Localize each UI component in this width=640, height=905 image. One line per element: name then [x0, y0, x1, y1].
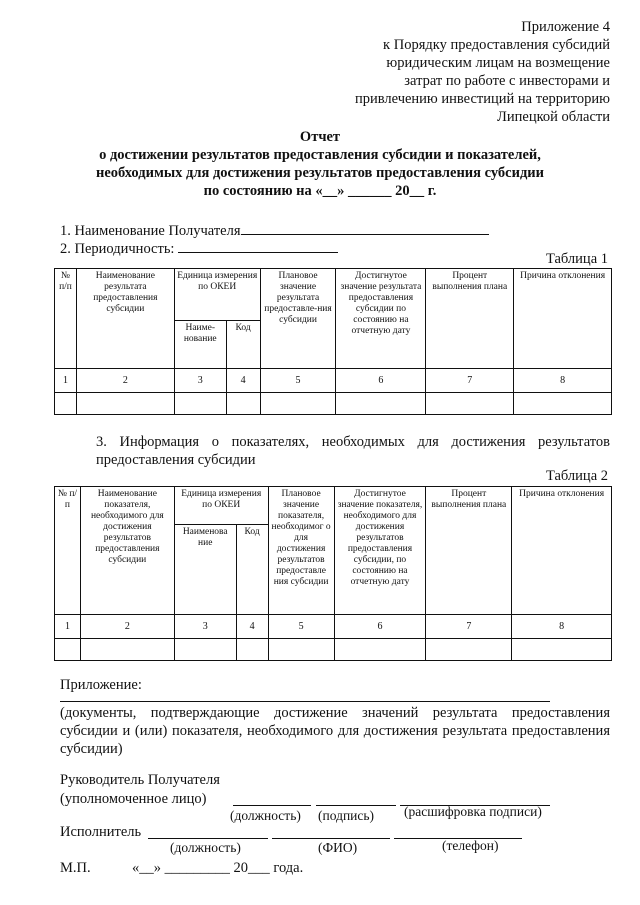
t1-empty-cell[interactable]: [260, 393, 336, 415]
t2-num-cell: 4: [236, 615, 268, 639]
executor-label: Исполнитель: [60, 824, 142, 840]
t2-num-cell: 7: [426, 615, 512, 639]
t1-empty-cell[interactable]: [174, 393, 226, 415]
recipient-label: 1. Наименование Получателя: [60, 223, 241, 239]
t1-num-cell: 1: [55, 369, 77, 393]
t1-num-cell: 6: [336, 369, 426, 393]
appendix-line: Приложение 4: [521, 19, 610, 35]
t2-num-cell: 3: [174, 615, 236, 639]
t2-header-unit-code: Код: [236, 525, 268, 615]
t2-empty-cell[interactable]: [426, 639, 512, 661]
appendix-line: юридическим лицам на возмещение: [386, 55, 610, 71]
phone-caption: (телефон): [442, 838, 499, 853]
stamp-label: М.П.: [60, 860, 91, 876]
attachment-line[interactable]: [60, 701, 550, 702]
t1-header-percent: Процент выполнения плана: [426, 269, 514, 369]
t2-num-cell: 6: [334, 615, 426, 639]
periodicity-label: 2. Периодичность:: [60, 241, 175, 257]
position-line[interactable]: [233, 805, 311, 806]
t1-header-num: № п/п: [55, 269, 77, 369]
executor-fio-line[interactable]: [272, 838, 390, 839]
appendix-line: затрат по работе с инвесторами и: [404, 73, 610, 89]
t2-num-cell: 2: [80, 615, 174, 639]
signature-caption: (подпись): [318, 808, 375, 823]
t1-empty-cell[interactable]: [226, 393, 260, 415]
t1-header-achieved: Достигнутое значение результата предоставления субсидии по состоянию на отчетную дату: [336, 269, 426, 369]
t2-header-unit-name: Наименова ние: [174, 525, 236, 615]
t2-empty-cell[interactable]: [55, 639, 81, 661]
t2-header-unit: Единица измерения по ОКЕИ: [174, 487, 268, 525]
report-heading: [0, 128, 640, 200]
t1-num-cell: 7: [426, 369, 514, 393]
t2-empty-cell[interactable]: [334, 639, 426, 661]
recipient-line[interactable]: [241, 220, 489, 235]
appendix-header: [355, 18, 610, 126]
appendix-line: привлечению инвестиций на территорию: [354, 91, 610, 107]
signature-line[interactable]: [316, 805, 396, 806]
section3-text: 3. Информация о показателях, необходимых для достижения результатов предоставления субсидии: [96, 434, 610, 468]
t2-num-cell: 1: [55, 615, 81, 639]
report-date-line: по состоянию на «__» ______ 20__ г.: [203, 183, 437, 199]
t1-empty-cell[interactable]: [336, 393, 426, 415]
fio-caption: (ФИО): [318, 840, 358, 855]
t2-header-achieved: Достигнутое значение показателя, необходимого для достижения результатов предоставления субсидии, по состоянию на отчетную дату: [334, 487, 426, 615]
report-title: Отчет: [299, 129, 341, 145]
table1: [54, 268, 612, 415]
appendix-line: к Порядку предоставления субсидий: [383, 37, 610, 53]
position-caption: (должность): [230, 808, 301, 823]
executor-position-caption: (должность): [170, 840, 241, 855]
recipient-field: [60, 220, 489, 240]
t1-header-name: Наименование результата предоставления субсидии: [76, 269, 174, 369]
attachment-label: Приложение:: [60, 677, 142, 693]
attachment-description: (документы, подтверждающие достижение значений результата предоставления субсидии и (или) показателя, необходимого для достижения результата предоставления субсидии): [60, 705, 610, 757]
t1-header-unit-name: Наиме-нование: [174, 321, 226, 369]
t1-num-cell: 4: [226, 369, 260, 393]
t1-empty-cell[interactable]: [426, 393, 514, 415]
t1-header-unit-code: Код: [226, 321, 260, 369]
t2-empty-cell[interactable]: [268, 639, 334, 661]
t1-num-cell: 5: [260, 369, 336, 393]
periodicity-field: [60, 238, 338, 258]
t1-header-reason: Причина отклонения: [514, 269, 612, 369]
report-subtitle-line: о достижении результатов предоставления субсидии и показателей,: [99, 147, 541, 163]
t1-empty-cell[interactable]: [514, 393, 612, 415]
head-label: Руководитель Получателя: [60, 772, 220, 788]
t2-header-num: № п/п: [55, 487, 81, 615]
table2: [54, 486, 612, 661]
t1-empty-cell[interactable]: [55, 393, 77, 415]
t1-num-cell: 2: [76, 369, 174, 393]
table1-caption: Таблица 1: [545, 251, 608, 267]
date-line: «__» _________ 20___ года.: [132, 860, 304, 876]
t1-empty-cell[interactable]: [76, 393, 174, 415]
t2-num-cell: 8: [512, 615, 612, 639]
t2-header-name: Наименование показателя, необходимого для достижения результатов предоставления субсидии: [80, 487, 174, 615]
t1-header-unit: Единица измерения по ОКЕИ: [174, 269, 260, 321]
t2-empty-cell[interactable]: [512, 639, 612, 661]
t2-header-percent: Процент выполнения плана: [426, 487, 512, 615]
executor-position-line[interactable]: [148, 838, 268, 839]
t2-empty-cell[interactable]: [174, 639, 236, 661]
t2-empty-cell[interactable]: [80, 639, 174, 661]
t1-num-cell: 8: [514, 369, 612, 393]
t1-header-planned: Плановое значение результата предоставле-ния субсидии: [260, 269, 336, 369]
head-sublabel: (уполномоченное лицо): [60, 791, 207, 807]
report-subtitle-line: необходимых для достижения результатов предоставления субсидии: [95, 165, 545, 181]
appendix-line: Липецкой области: [497, 109, 610, 125]
periodicity-line[interactable]: [178, 238, 338, 253]
t2-num-cell: 5: [268, 615, 334, 639]
t2-header-reason: Причина отклонения: [512, 487, 612, 615]
t2-empty-cell[interactable]: [236, 639, 268, 661]
t2-header-planned: Плановое значение показателя, необходимог о для достижения результатов предоставле ния субсидии: [268, 487, 334, 615]
t1-num-cell: 3: [174, 369, 226, 393]
decoding-caption: (расшифровка подписи): [404, 804, 542, 819]
table2-caption: Таблица 2: [545, 468, 608, 484]
